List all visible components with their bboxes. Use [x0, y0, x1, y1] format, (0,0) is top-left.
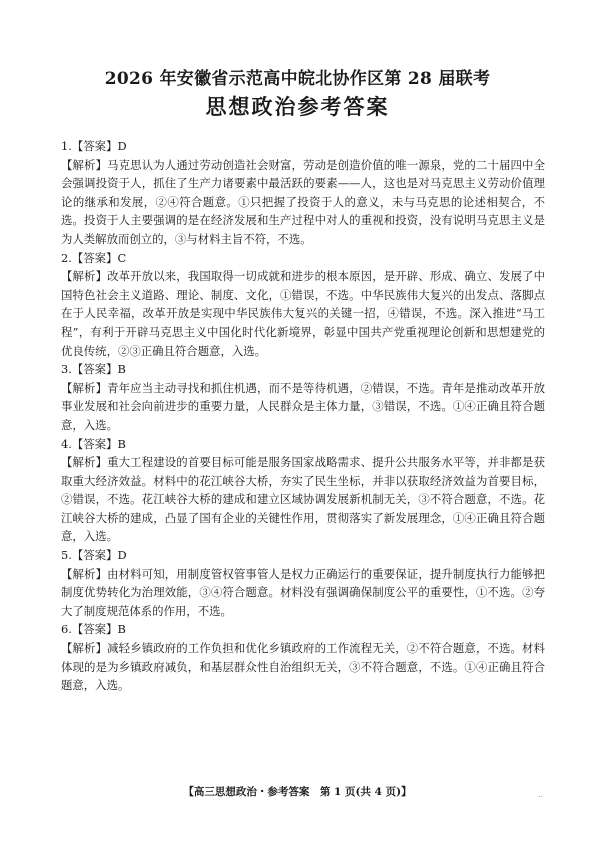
answer-line — [61, 249, 545, 268]
explanation — [61, 453, 545, 546]
explanation-text: 青年应当主动寻找和抓住机遇，而不是等待机遇，②错误，不选。青年是推动改革开放事业发展和社会向前进步的重要力量，人民群众是主体力量，③错误，不选。①④正确且符合题意，入选。 — [61, 380, 545, 432]
explanation — [61, 565, 545, 621]
explanation — [61, 639, 545, 695]
question-1 — [61, 137, 545, 249]
explain-tag: 【解析】 — [61, 641, 108, 656]
explanation — [61, 379, 545, 435]
answer-tag: 【答案】 — [71, 622, 118, 637]
answer-tag: 【答案】 — [71, 548, 118, 563]
answer-key-title: 思想政治参考答案 — [205, 94, 390, 119]
question-number: 3. — [61, 362, 72, 377]
answer-tag: 【答案】 — [71, 139, 118, 153]
question-number: 1. — [61, 139, 72, 153]
explanation-text: 由材料可知，用制度管权管事管人是权力正确运行的重要保证，提升制度执行力能够把制度优势转化为治理效能，③④符合题意。材料没有强调确保制度公平的重要性，①不选。②夸大了制度规范体系的作用，不选。 — [61, 566, 545, 618]
answer-line — [61, 435, 545, 454]
answer-list — [61, 137, 545, 695]
corner-mark: .. — [538, 790, 544, 799]
answer-value: B — [117, 362, 126, 377]
answer-tag: 【答案】 — [71, 362, 118, 377]
explanation-text: 马克思认为人通过劳动创造社会财富，劳动是创造价值的唯一源泉，党的二十届四中全会强调投资于人，抓住了生产力诸要素中最活跃的要素——人，这也是对马克思主义劳动价值理论的继承和发展，②④符合题意。①只把握了投资于人的意义，未与马克思的论述相契合，不选。投资于人主要强调的是在经济发展和生产过程中对人的重视和投资，没有说明马克思主义是为人类解放而创立的，③与材料主旨不符，不选。 — [61, 157, 545, 246]
explain-tag: 【解析】 — [61, 566, 108, 581]
answer-value: C — [117, 250, 127, 265]
answer-line — [61, 360, 545, 379]
answer-tag: 【答案】 — [71, 436, 118, 451]
answer-value: D — [117, 548, 127, 563]
answer-line — [61, 137, 545, 156]
exam-title: 2026 年安徽省示范高中皖北协作区第 28 届联考 — [104, 69, 491, 89]
answer-value: B — [117, 622, 126, 637]
answer-value: D — [117, 139, 127, 153]
question-number: 5. — [61, 548, 72, 563]
explain-tag: 【解析】 — [61, 269, 108, 284]
explanation — [61, 156, 545, 249]
question-2 — [61, 249, 545, 361]
question-3 — [61, 360, 545, 434]
question-4 — [61, 435, 545, 547]
answer-tag: 【答案】 — [71, 250, 118, 265]
question-5 — [61, 546, 545, 620]
answer-value: B — [117, 436, 126, 451]
page-footer: 【高三思想政治・参考答案 第 1 页(共 4 页)】 — [183, 786, 412, 798]
explain-tag: 【解析】 — [61, 455, 108, 470]
explain-tag: 【解析】 — [61, 380, 108, 395]
question-number: 2. — [61, 250, 72, 265]
answer-line — [61, 546, 545, 565]
explanation-text: 减轻乡镇政府的工作负担和优化乡镇政府的工作流程无关，②不符合题意，不选。材料体现的是为乡镇政府减负，和基层群众性自治组织无关，③不符合题意，不选。①④正确且符合题意，入选。 — [61, 641, 545, 693]
explanation-text: 改革开放以来，我国取得一切成就和进步的根本原因，是开辟、形成、确立、发展了中国特色社会主义道路、理论、制度、文化，①错误，不选。中华民族伟大复兴的出发点、落脚点在于人民幸福，改革开放是实现中华民族伟大复兴的关键一招，④错误，不选。深入推进“马工程”，有利于开辟马克思主义中国化时代化新境界，彰显中国共产党重视理论创新和思想建党的优良传统，②③正确且符合题意，入选。 — [61, 269, 545, 358]
answer-line — [61, 620, 545, 639]
question-number: 4. — [61, 436, 72, 451]
explain-tag: 【解析】 — [61, 157, 108, 172]
explanation-text: 重大工程建设的首要目标可能是服务国家战略需求、提升公共服务水平等，并非都是获取重大经济效益。材料中的花江峡谷大桥，夯实了民生坐标，并非以获取经济效益为首要目标，②错误，不选。花江峡谷大桥的建成和建立区域协调发展新机制无关，③不符合题意，不选。花江峡谷大桥的建成，凸显了国有企业的关键性作用，贯彻落实了新发展理念，①④正确且符合题意，入选。 — [61, 455, 545, 544]
explanation — [61, 267, 545, 360]
question-6 — [61, 620, 545, 694]
question-number: 6. — [61, 622, 72, 637]
